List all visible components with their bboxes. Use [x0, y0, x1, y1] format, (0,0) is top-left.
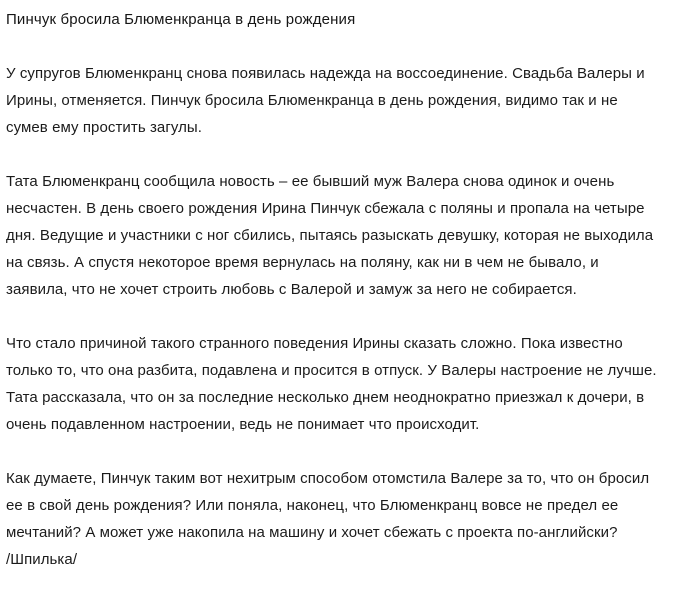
article-paragraph-2: Тата Блюменкранц сообщила новость – ее бывший муж Валера снова одинок и очень несчастен. В день своего рождения Ирина Пинчук сбежала с поляны и пропала на четыре дня. Ведущие и участники с ног сбились, пытаясь разыскать девушку, которая не выходила на связь. А спустя некоторое время вернулась на поляну, как ни в чем не бывало, и заявила, что не хочет строить любовь с Валерой и замуж за него не собирается.: [6, 173, 654, 298]
title-body-spacer: [6, 33, 661, 60]
paragraph-spacer: [6, 438, 661, 465]
article-signature: /Шпилька/: [6, 551, 78, 568]
article-paragraph-4: Как думаете, Пинчук таким вот нехитрым способом отомстила Валере за то, что он бросил ее в свой день рождения? Или поняла, наконец, что Блюменкранц вовсе не предел ее мечтаний? А может уже накопила на машину и хочет сбежать с проекта по-английски?: [6, 470, 650, 541]
article-paragraph-1: У супругов Блюменкранц снова появилась надежда на воссоединение. Свадьба Валеры и Ирины, отменяется. Пинчук бросила Блюменкранца в день рождения, видимо так и не сумев ему простить загулы.: [6, 65, 645, 136]
paragraph-spacer: [6, 141, 661, 168]
article-paragraph-3: Что стало причиной такого странного поведения Ирины сказать сложно. Пока известно только то, что она разбита, подавлена и просится в отпуск. У Валеры настроение не лучше. Тата рассказала, что он за последние несколько днем неоднократно приезжал к дочери, в очень подавленном настроении, ведь не понимает что происходит.: [6, 335, 657, 433]
paragraph-spacer: [6, 303, 661, 330]
page-title: Пинчук бросила Блюменкранца в день рождения: [6, 11, 356, 28]
